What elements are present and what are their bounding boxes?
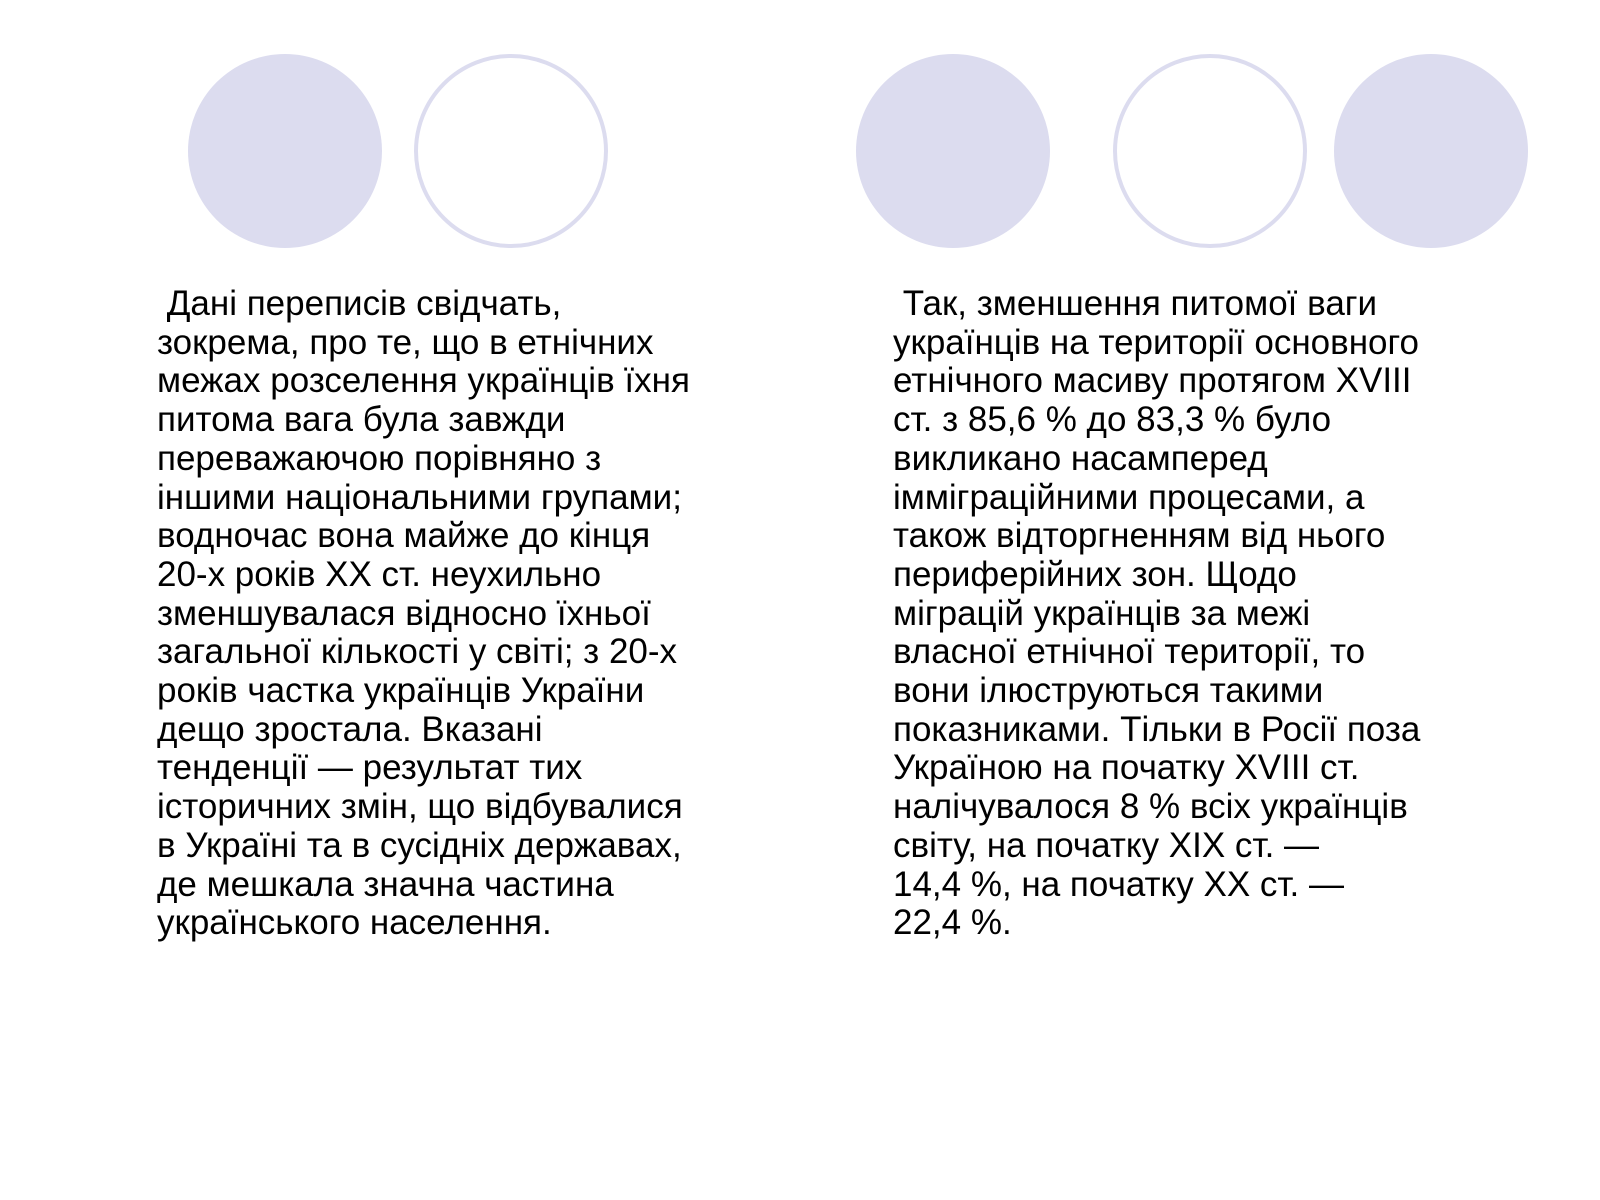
text-line: міграцій українців за межі [893,593,1311,633]
text-line: Дані переписів свідчать, [157,284,562,323]
text-line: вони ілюструються такими [893,671,1324,711]
text-line: ст. з 85,6 % до 83,3 % було [893,400,1332,440]
text-line: показниками. Тільки в Росії поза [893,709,1421,749]
text-line: дещо зростала. Вказані [157,709,543,749]
text-line: 22,4 %. [893,903,1012,943]
text-line: налічувалося 8 % всіх українців [893,787,1408,827]
decorative-circle-filled [1334,54,1528,248]
text-line: років частка українців України [157,671,645,711]
text-line: українців на території основного [893,322,1419,362]
text-line: власної етнічної території, то [893,632,1366,672]
decorative-circle-outline [1113,54,1307,248]
text-line: зокрема, про те, що в етнічних [157,322,654,362]
text-line: історичних змін, що відбувалися [157,787,683,827]
decorative-circle-filled [856,54,1050,248]
text-line: межах розселення українців їхня [157,361,690,401]
text-line: Україною на початку XVIII ст. [893,748,1360,788]
text-line: також відторгненням від нього [893,516,1386,556]
text-line: де мешкала значна частина [157,864,614,904]
text-line: етнічного масиву протягом XVIII [893,361,1412,401]
decorative-circle-outline [414,54,608,248]
text-line: 14,4 %, на початку XX ст. — [893,864,1344,904]
text-line: зменшувалася відносно їхньої [157,593,651,633]
text-line: загальної кількості у світі; з 20-х [157,632,678,672]
text-line: периферійних зон. Щодо [893,554,1297,594]
decorative-circle-filled [188,54,382,248]
text-line: світу, на початку XIX ст. — [893,825,1320,865]
text-line: водночас вона майже до кінця [157,516,651,556]
text-line: 20-х років XX ст. неухильно [157,554,602,594]
text-line: Так, зменшення питомої ваги [893,284,1378,323]
text-line: українського населення. [157,903,552,943]
text-line: переважаючою порівняно з [157,438,602,478]
text-line: викликано насамперед [893,438,1268,478]
text-line: імміграційними процесами, а [893,477,1365,517]
right-text-column [893,285,1420,943]
text-line: іншими національними групами; [157,477,682,517]
text-line: в Україні та в сусідніх державах, [157,825,682,865]
text-line: питома вага була завжди [157,400,566,440]
left-text-column [157,285,690,943]
text-line: тенденції — результат тих [157,748,583,788]
